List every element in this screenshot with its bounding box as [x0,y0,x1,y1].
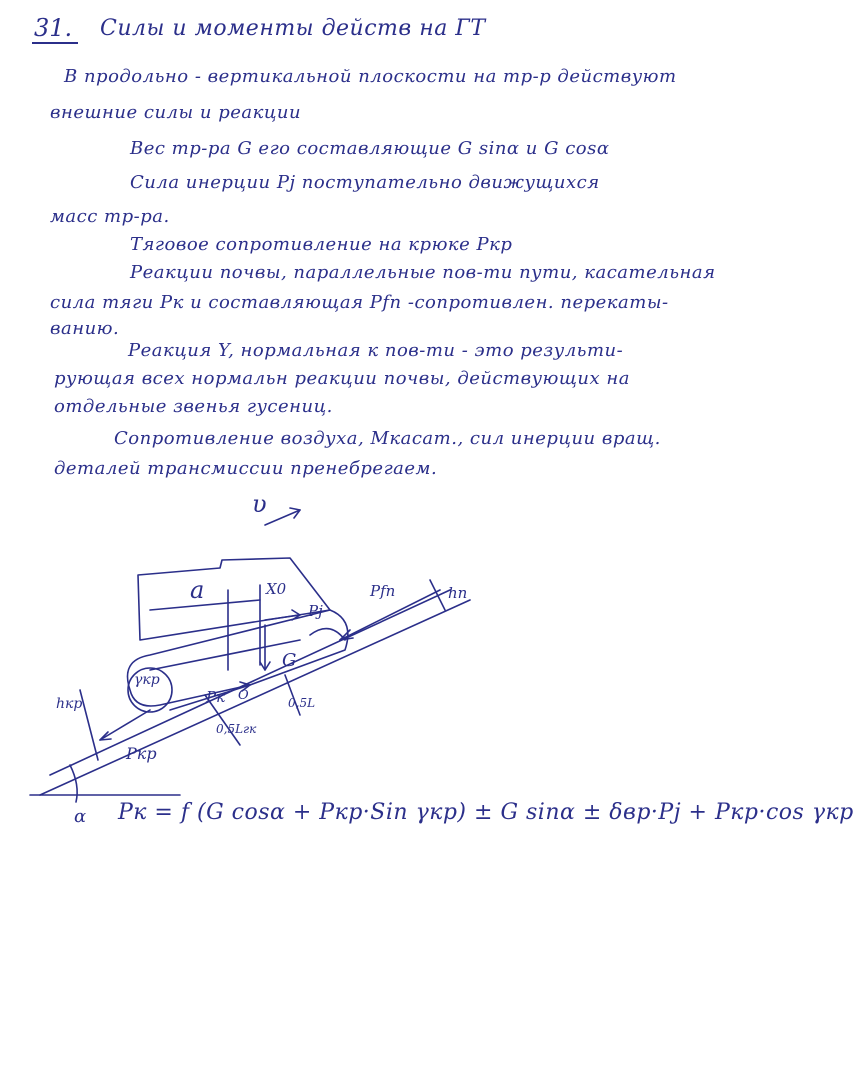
paragraph-line: В продольно - вертикальной плоскости на тр-р действуют [64,66,677,87]
paragraph-line: Тяговое сопротивление на крюке Pкр [130,234,513,255]
paragraph-line: отдельные звенья гусениц. [54,396,333,417]
paragraph-line: сила тяги Pк и составляющая Pfn -сопротивлен. перекаты- [50,292,669,313]
hkr-dim [80,690,98,760]
label-p-kr: Pкр [126,744,157,763]
hn-mark [430,580,445,610]
ground-line-upper [50,590,450,775]
a-dim [150,600,260,610]
tractor-body [138,558,330,640]
label-hn: hn [448,584,468,602]
label-half-l2: 0,5L [288,696,316,710]
alpha-arc [70,765,77,802]
paragraph-line: Реакция Y, нормальная к пов-ти - это результи- [128,340,624,361]
traction-formula: Pк = f (G cosα + Pкр·Sin γкр) ± G sinα ± δвр·Pj + Pкр·cos γкр [118,800,854,825]
label-pj: Pj [308,602,323,620]
paragraph-line: внешние силы и реакции [50,102,302,123]
label-half-l: 0,5Lгк [216,722,257,736]
page-title-number: 31. [34,14,73,42]
label-h-kr: hкр [56,696,83,712]
label-alpha: α [74,806,87,827]
label-a: a [190,576,205,604]
paragraph-line: Сила инерции Pj поступательно движущихся [130,172,600,193]
paragraph-line: деталей трансмиссии пренебрегаем. [54,458,438,479]
label-gamma-kr: γкр [134,672,160,688]
label-velocity: υ [252,490,267,518]
label-o: O [238,688,249,703]
label-x0: X0 [266,580,287,598]
paragraph-line: рующая всех нормальн реакции почвы, действующих на [54,368,630,389]
pkr-line [100,710,150,740]
front-idler [310,629,345,640]
tractor-force-diagram [0,490,758,850]
paragraph-line: Вес тр-ра G его составляющие G sinα и G cosα [130,138,610,159]
paragraph-line: Сопротивление воздуха, Mкасат., сил инерции вращ. [114,428,661,449]
paragraph-line: Реакции почвы, параллельные пов-ти пути, касательная [130,262,716,283]
label-pfn: Pfn [370,582,396,600]
label-pk: Pк [206,688,226,706]
hull-line [150,640,300,670]
label-g: G [282,650,297,671]
page-title: Силы и моменты действ на ГТ [100,16,486,41]
paragraph-line: масс тр-ра. [50,206,170,227]
paragraph-line: ванию. [50,318,120,339]
